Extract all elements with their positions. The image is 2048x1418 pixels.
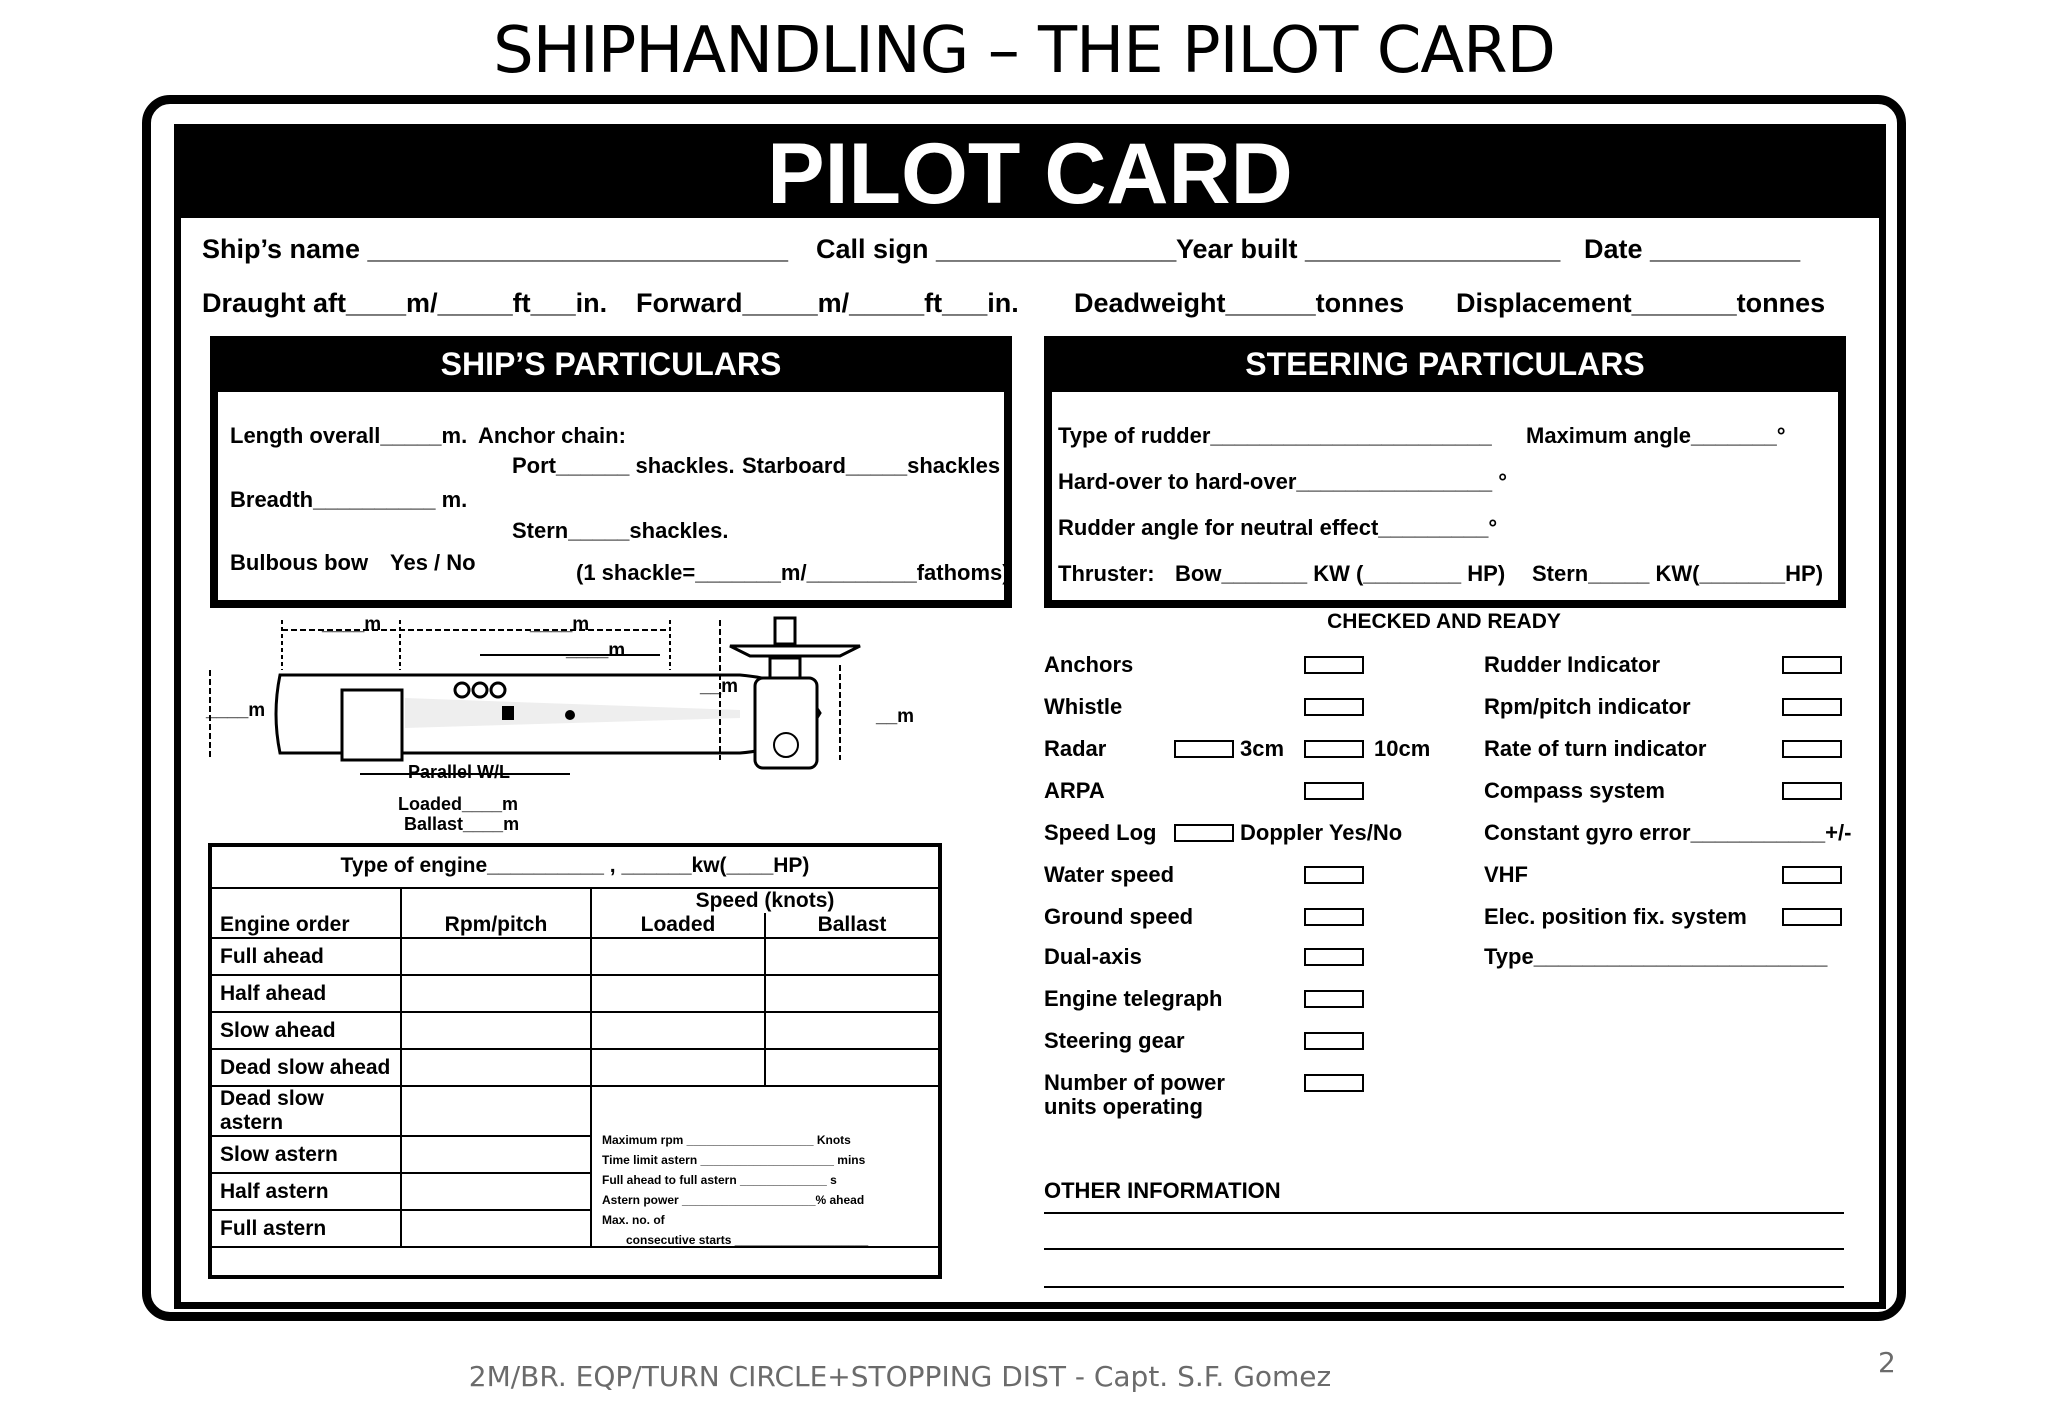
doppler-field[interactable]: Doppler Yes/No [1240,820,1403,845]
dim-top-left[interactable]: ____m [322,614,382,635]
loaded-draught-field[interactable]: Loaded____m [398,794,519,814]
col-rpm-pitch: Rpm/pitch [401,888,591,938]
ballast-speed-cell[interactable] [765,975,939,1012]
rpm-pitch-cell[interactable] [401,1210,591,1247]
type-of-rudder-field[interactable]: Type of rudder_______________________ [1058,423,1492,448]
loaded-speed-cell[interactable] [591,1012,765,1049]
gyro-error-field[interactable]: Constant gyro error___________+/- [1484,820,1852,845]
hard-over-field[interactable]: Hard-over to hard-over________________ ° [1058,469,1508,494]
dual-axis-label: Dual-axis [1044,944,1142,969]
rpm-pitch-cell[interactable] [401,1086,591,1136]
dim-left[interactable]: ____m [206,700,266,721]
parallel-wl-label: Parallel W/L [408,762,511,782]
dim-front-right[interactable]: __m [876,706,915,727]
neutral-effect-field[interactable]: Rudder angle for neutral effect_________° [1058,515,1498,540]
shackle-definition-field[interactable]: (1 shackle=_______m/_________fathoms) [576,560,1010,585]
vhf-checkbox[interactable] [1782,866,1842,884]
deadweight-field[interactable]: Deadweight______tonnes [1074,288,1405,318]
rpm-pitch-cell[interactable] [401,975,591,1012]
ground-speed-label: Ground speed [1044,904,1194,929]
power-units-checkbox[interactable] [1304,1074,1364,1092]
engine-notes [602,1130,868,1250]
engine-order-row [211,975,939,1012]
anchors-label: Anchors [1044,652,1134,677]
engine-order-label: Full astern [211,1210,401,1247]
thruster-label: Thruster: [1058,561,1155,586]
pivot-point-marker [565,710,575,720]
arpa-checkbox[interactable] [1304,782,1364,800]
rpm-pitch-cell[interactable] [401,1049,591,1086]
other-information-heading: OTHER INFORMATION [1044,1178,1281,1203]
rate-of-turn-label: Rate of turn indicator [1484,736,1707,761]
water-speed-label: Water speed [1044,862,1175,887]
elec-position-label: Elec. position fix. system [1484,904,1747,929]
vhf-label: VHF [1484,862,1528,887]
engine-order-row [211,1086,939,1136]
whistle-label: Whistle [1044,694,1123,719]
other-info-line-3[interactable] [1044,1286,1844,1288]
water-speed-checkbox[interactable] [1304,866,1364,884]
card-heading: PILOT CARD [174,124,1886,218]
bulbous-bow-yes-no[interactable]: Yes / No [390,550,476,575]
slide-title: SHIPHANDLING – THE PILOT CARD [493,14,1555,88]
radar-3cm-label: 3cm [1240,736,1285,761]
engine-order-row [211,1049,939,1086]
engine-telegraph-label: Engine telegraph [1044,986,1223,1011]
engine-order-label: Dead slow ahead [211,1049,401,1086]
stern-thruster-field[interactable]: Stern_____ KW(_______HP) [1532,561,1824,586]
power-units-label-2: units operating [1044,1094,1203,1119]
other-info-line-1[interactable] [1044,1212,1844,1214]
anchors-checkbox[interactable] [1304,656,1364,674]
elec-position-checkbox[interactable] [1782,908,1842,926]
dim-front-left[interactable]: __m [700,676,739,697]
steering-gear-checkbox[interactable] [1304,1032,1364,1050]
ship-dimension-diagram [200,610,930,846]
rpm-indicator-checkbox[interactable] [1782,698,1842,716]
engine-order-label: Slow astern [211,1136,401,1173]
engine-order-label: Half astern [211,1173,401,1210]
rpm-pitch-cell[interactable] [401,938,591,975]
rate-of-turn-checkbox[interactable] [1782,740,1842,758]
funnel-front [775,618,795,644]
year-built-field[interactable]: Year built _________________ [1176,234,1561,264]
loaded-speed-cell[interactable] [591,1049,765,1086]
astern-power-field[interactable]: Astern power ____________________% ahead [602,1193,865,1207]
col-loaded: Loaded [640,913,716,936]
length-overall-field[interactable]: Length overall_____m. [230,423,468,448]
checked-ready-heading: CHECKED AND READY [1327,610,1561,633]
ballast-speed-cell[interactable] [765,1049,939,1086]
draught-aft-field[interactable]: Draught aft____m/_____ft___in. [202,288,608,318]
dual-axis-checkbox[interactable] [1304,948,1364,966]
rpm-pitch-cell[interactable] [401,1012,591,1049]
max-rpm-field[interactable]: Maximum rpm ___________________ Knots [602,1133,851,1147]
loaded-speed-cell[interactable] [591,975,765,1012]
speed-log-label: Speed Log [1044,820,1157,845]
ballast-speed-cell[interactable] [765,1012,939,1049]
engine-order-label: Dead slow astern [211,1086,401,1136]
engine-order-row [211,1012,939,1049]
forward-draught-field[interactable]: Forward_____m/_____ft___in. [636,288,1019,318]
compass-system-label: Compass system [1484,778,1665,803]
rpm-indicator-label: Rpm/pitch indicator [1484,694,1691,719]
compass-system-checkbox[interactable] [1782,782,1842,800]
maximum-angle-field[interactable]: Maximum angle_______° [1526,423,1786,448]
accommodation-block [342,690,402,760]
ballast-draught-field[interactable]: Ballast____m [404,814,520,834]
radar-label: Radar [1044,736,1107,761]
rpm-pitch-cell[interactable] [401,1173,591,1210]
ballast-speed-cell[interactable] [765,938,939,975]
displacement-field[interactable]: Displacement_______tonnes [1456,288,1826,318]
dim-top-inner[interactable]: ____m [566,640,626,661]
bridge-marker [502,706,514,720]
power-units-label-1: Number of power [1044,1070,1225,1095]
rudder-indicator-label: Rudder Indicator [1484,652,1661,677]
time-limit-field[interactable]: Time limit astern ____________________ mins [602,1153,866,1167]
consecutive-starts-field[interactable]: consecutive starts ____________________ [626,1233,869,1247]
col-engine-order: Engine order [211,888,401,938]
speed-log-checkbox[interactable] [1174,824,1234,842]
rudder-indicator-checkbox[interactable] [1782,656,1842,674]
bow-thruster-field[interactable]: Bow_______ KW (________ HP) [1175,561,1506,586]
slide-footer: 2M/BR. EQP/TURN CIRCLE+STOPPING DIST - Capt. S.F. Gomez [468,1360,1332,1393]
bridge-wing-front [730,646,860,656]
anchor-chain-label: Anchor chain: [478,423,626,448]
radar-3cm-checkbox[interactable] [1174,740,1234,758]
stern-shackles-field[interactable]: Stern_____shackles. [512,518,729,543]
whistle-checkbox[interactable] [1304,698,1364,716]
arpa-label: ARPA [1044,778,1105,803]
call-sign-field[interactable]: Call sign ________________ [816,234,1177,264]
max-no-label: Max. no. of [602,1213,665,1227]
starboard-shackles-field[interactable]: Starboard_____shackles [742,453,1001,478]
radar-10cm-label: 10cm [1374,736,1431,761]
engine-order-label: Full ahead [211,938,401,975]
type-field[interactable]: Type________________________ [1484,944,1828,969]
bulbous-bow-label: Bulbous bow [230,550,369,575]
engine-order-label: Slow ahead [211,1012,401,1049]
engine-type-field[interactable]: Type of engine__________ , ______kw(____HP) [211,844,939,888]
radar-10cm-checkbox[interactable] [1304,740,1364,758]
col-ballast: Ballast [764,913,938,937]
port-shackles-field[interactable]: Port______ shackles. [512,453,735,478]
date-field[interactable]: Date __________ [1584,234,1801,264]
other-info-line-2[interactable] [1044,1248,1844,1250]
dim-top-mid[interactable]: ____m [530,614,590,635]
ground-speed-checkbox[interactable] [1304,908,1364,926]
steering-gear-label: Steering gear [1044,1028,1185,1053]
col-speed [591,888,939,938]
hull-front-outline [755,678,817,768]
engine-order-label: Half ahead [211,975,401,1012]
col-speed-label: Speed (knots) [695,889,835,912]
engine-order-row [211,938,939,975]
full-ahead-astern-field[interactable]: Full ahead to full astern _____________ s [602,1173,837,1187]
engine-telegraph-checkbox[interactable] [1304,990,1364,1008]
rpm-pitch-cell[interactable] [401,1136,591,1173]
ship-name-field[interactable]: Ship’s name ____________________________ [202,234,788,264]
breadth-field[interactable]: Breadth__________ m. [230,487,468,512]
steering-particulars-heading: STEERING PARTICULARS [1044,336,1846,390]
ships-particulars-heading: SHIP’S PARTICULARS [210,336,1012,390]
slide-page-number: 2 [1878,1346,1896,1379]
loaded-speed-cell[interactable] [591,938,765,975]
